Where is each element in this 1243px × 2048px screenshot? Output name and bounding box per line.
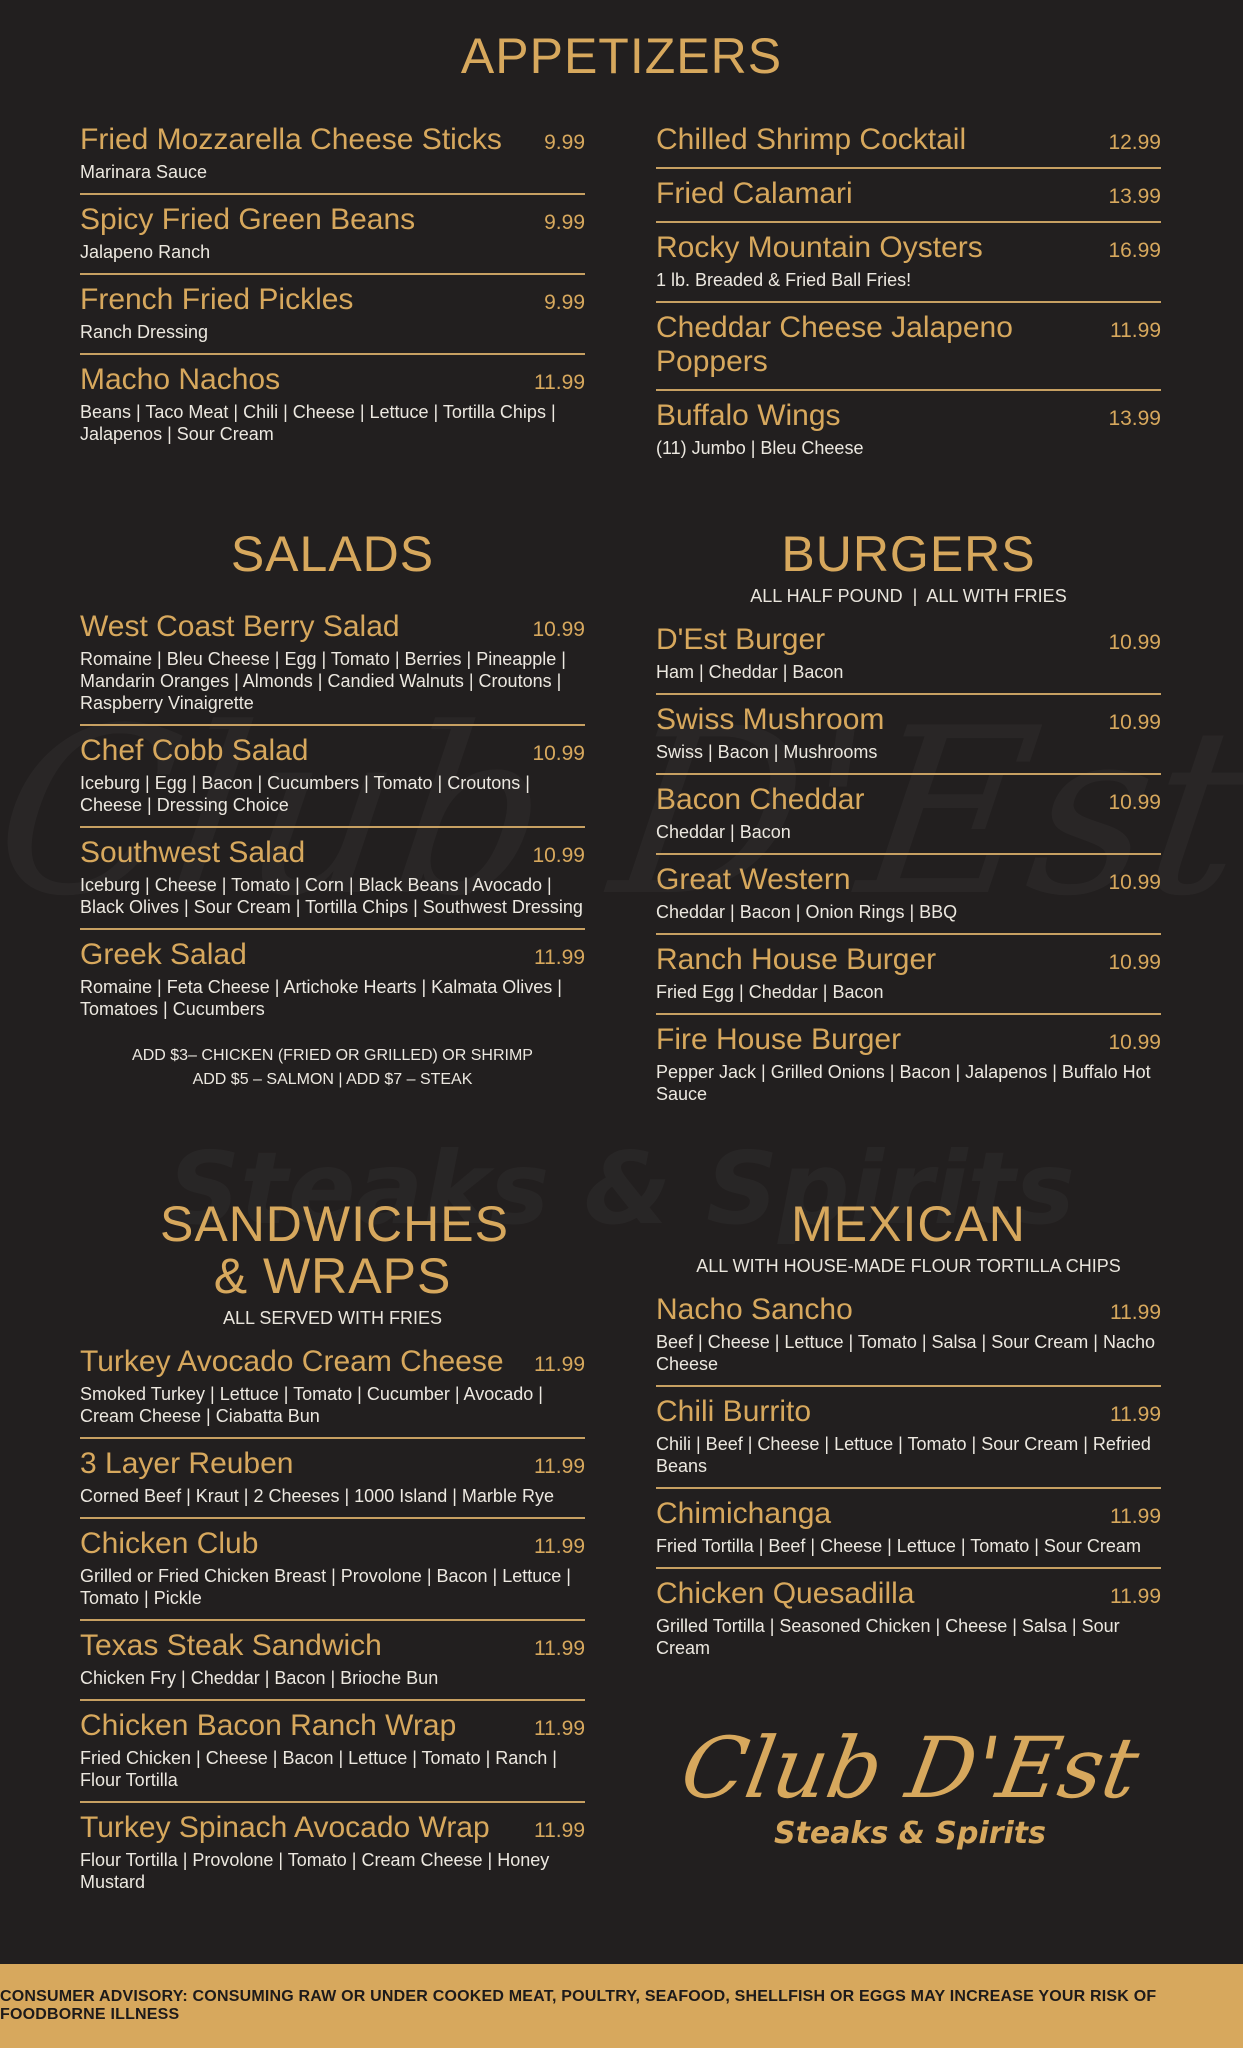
menu-item-name: Chilled Shrimp Cocktail bbox=[656, 123, 967, 156]
mexican-section bbox=[656, 1198, 1161, 1669]
menu-item-price: 10.99 bbox=[1108, 631, 1161, 654]
menu-item-price: 12.99 bbox=[1108, 131, 1161, 154]
menu-item-description: Cheddar | Bacon | Onion Rings | BBQ bbox=[656, 902, 958, 922]
menu-item-header bbox=[656, 311, 1161, 379]
menu-item bbox=[80, 1519, 585, 1621]
menu-item bbox=[656, 1387, 1161, 1489]
menu-item-name: 3 Layer Reuben bbox=[80, 1447, 294, 1480]
menu-item bbox=[80, 195, 585, 275]
menu-item bbox=[80, 1439, 585, 1519]
menu-item-header bbox=[656, 177, 1161, 211]
menu-item-name: Bacon Cheddar bbox=[656, 783, 865, 816]
appetizers-header bbox=[0, 30, 1243, 82]
menu-item bbox=[80, 1803, 585, 1903]
menu-item-price: 10.99 bbox=[1108, 951, 1161, 974]
menu-item bbox=[656, 1569, 1161, 1669]
menu-item-header bbox=[80, 734, 585, 768]
menu-item-name: Texas Steak Sandwich bbox=[80, 1629, 382, 1662]
menu-item-name: Chicken Quesadilla bbox=[656, 1577, 915, 1610]
menu-item-description: Iceburg | Cheese | Tomato | Corn | Black Beans | Avocado | Black Olives | Sour Cream | Tortilla Chips | Southwest Dressing bbox=[80, 875, 583, 917]
menu-item bbox=[656, 1489, 1161, 1569]
menu-item-description: Marinara Sauce bbox=[80, 162, 208, 182]
menu-item-price: 11.99 bbox=[534, 1717, 585, 1740]
menu-item-price: 11.99 bbox=[1110, 319, 1161, 342]
menu-item-header bbox=[656, 1497, 1161, 1531]
menu-item-name: Fried Mozzarella Cheese Sticks bbox=[80, 123, 502, 156]
menu-item-description: (11) Jumbo | Bleu Cheese bbox=[656, 438, 864, 458]
mexican-subtitle: ALL WITH HOUSE-MADE FLOUR TORTILLA CHIPS bbox=[696, 1256, 1121, 1276]
burgers-section bbox=[656, 528, 1161, 1115]
menu-item-name: Great Western bbox=[656, 863, 851, 896]
appetizers-left-column bbox=[80, 115, 585, 455]
menu-item-header bbox=[80, 1709, 585, 1743]
menu-item-name: Fried Calamari bbox=[656, 177, 853, 210]
menu-item-price: 11.99 bbox=[1110, 1585, 1161, 1608]
menu-item-price: 10.99 bbox=[1108, 791, 1161, 814]
menu-item-price: 10.99 bbox=[532, 618, 585, 641]
menu-item-description: Grilled Tortilla | Seasoned Chicken | Cheese | Salsa | Sour Cream bbox=[656, 1616, 1120, 1658]
menu-item-name: Macho Nachos bbox=[80, 363, 281, 396]
menu-item-description: Beans | Taco Meat | Chili | Cheese | Lettuce | Tortilla Chips | Jalapenos | Sour Cream bbox=[80, 402, 556, 444]
salads-section bbox=[80, 528, 585, 1092]
menu-item-name: Nacho Sancho bbox=[656, 1293, 853, 1326]
menu-item bbox=[656, 223, 1161, 303]
menu-item-description: Smoked Turkey | Lettuce | Tomato | Cucumber | Avocado | Cream Cheese | Ciabatta Bun bbox=[80, 1384, 543, 1426]
menu-item-price: 9.99 bbox=[544, 131, 585, 154]
menu-item bbox=[80, 1621, 585, 1701]
menu-item-header bbox=[80, 1447, 585, 1481]
menu-item-description: Ham | Cheddar | Bacon bbox=[656, 662, 844, 682]
menu-item-header bbox=[656, 1023, 1161, 1057]
menu-item-name: West Coast Berry Salad bbox=[80, 610, 400, 643]
menu-item-description: Grilled or Fried Chicken Breast | Provolone | Bacon | Lettuce | Tomato | Pickle bbox=[80, 1566, 571, 1608]
menu-item-price: 9.99 bbox=[544, 211, 585, 234]
burgers-subtitle: ALL HALF POUND | ALL WITH FRIES bbox=[750, 586, 1067, 606]
menu-item-header bbox=[656, 703, 1161, 737]
menu-item bbox=[80, 115, 585, 195]
menu-item-description: Flour Tortilla | Provolone | Tomato | Cream Cheese | Honey Mustard bbox=[80, 1850, 550, 1892]
menu-item-price: 11.99 bbox=[534, 1637, 585, 1660]
menu-item-header bbox=[80, 283, 585, 317]
section-title-burgers: BURGERS bbox=[781, 526, 1036, 582]
menu-item-name: Chef Cobb Salad bbox=[80, 734, 309, 767]
menu-item-price: 16.99 bbox=[1108, 239, 1161, 262]
menu-item-description: Chicken Fry | Cheddar | Bacon | Brioche Bun bbox=[80, 1668, 439, 1688]
menu-item-header bbox=[656, 1395, 1161, 1429]
menu-item bbox=[80, 828, 585, 930]
menu-item-price: 11.99 bbox=[534, 1353, 585, 1376]
menu-item bbox=[80, 1701, 585, 1803]
menu-item-description: Romaine | Feta Cheese | Artichoke Hearts | Kalmata Olives | Tomatoes | Cucumbers bbox=[80, 977, 562, 1019]
menu-item-header bbox=[80, 1345, 585, 1379]
menu-item bbox=[656, 391, 1161, 469]
logo-script-text: Club D'Est bbox=[674, 1719, 1146, 1817]
section-title-appetizers: APPETIZERS bbox=[460, 28, 783, 84]
menu-item-name: Chili Burrito bbox=[656, 1395, 812, 1428]
menu-item-header bbox=[656, 1577, 1161, 1611]
menu-item-price: 11.99 bbox=[1110, 1301, 1161, 1324]
menu-item-description: Fried Chicken | Cheese | Bacon | Lettuce | Tomato | Ranch | Flour Tortilla bbox=[80, 1748, 557, 1790]
menu-item-description: Chili | Beef | Cheese | Lettuce | Tomato | Sour Cream | Refried Beans bbox=[656, 1434, 1151, 1476]
menu-item-header bbox=[80, 363, 585, 397]
menu-item bbox=[656, 855, 1161, 935]
menu-item-description: 1 lb. Breaded & Fried Ball Fries! bbox=[656, 270, 912, 290]
menu-item-description: Cheddar | Bacon bbox=[656, 822, 791, 842]
menu-item-header bbox=[80, 203, 585, 237]
section-title-salads: SALADS bbox=[230, 526, 435, 582]
salads-addon-note-1: ADD $3– CHICKEN (FRIED OR GRILLED) OR SHRIMP bbox=[132, 1047, 533, 1064]
section-title-sandwiches: SANDWICHES & WRAPS bbox=[160, 1196, 509, 1304]
menu-item-description: Fried Egg | Cheddar | Bacon bbox=[656, 982, 884, 1002]
menu-item-description: Swiss | Bacon | Mushrooms bbox=[656, 742, 878, 762]
menu-item bbox=[80, 355, 585, 455]
menu-item bbox=[656, 775, 1161, 855]
menu-item bbox=[656, 615, 1161, 695]
consumer-advisory-text: CONSUMER ADVISORY: CONSUMING RAW OR UNDER COOKED MEAT, POULTRY, SEAFOOD, SHELLFISH OR EGGS MAY INCREASE YOUR RISK OF FOODBORNE ILLNESS bbox=[0, 1988, 1157, 2023]
menu-item-price: 9.99 bbox=[544, 291, 585, 314]
menu-item bbox=[656, 695, 1161, 775]
menu-item-header bbox=[80, 1527, 585, 1561]
menu-item-name: French Fried Pickles bbox=[80, 283, 354, 316]
menu-item-header bbox=[80, 123, 585, 157]
menu-item-header bbox=[80, 610, 585, 644]
menu-item-name: Turkey Spinach Avocado Wrap bbox=[80, 1811, 490, 1844]
menu-item-name: Rocky Mountain Oysters bbox=[656, 231, 983, 264]
sandwiches-section bbox=[80, 1198, 585, 1903]
menu-item-description: Pepper Jack | Grilled Onions | Bacon | Jalapenos | Buffalo Hot Sauce bbox=[656, 1062, 1151, 1104]
menu-item bbox=[656, 303, 1161, 391]
menu-item-description: Jalapeno Ranch bbox=[80, 242, 211, 262]
menu-item bbox=[656, 169, 1161, 223]
menu-item-header bbox=[656, 123, 1161, 157]
sandwiches-subtitle: ALL SERVED WITH FRIES bbox=[222, 1308, 443, 1328]
menu-item-header bbox=[656, 783, 1161, 817]
menu-item bbox=[80, 930, 585, 1030]
menu-item-price: 11.99 bbox=[534, 1535, 585, 1558]
menu-item-header bbox=[656, 399, 1161, 433]
menu-item-description: Fried Tortilla | Beef | Cheese | Lettuce | Tomato | Sour Cream bbox=[656, 1536, 1141, 1556]
menu-item-price: 11.99 bbox=[534, 371, 585, 394]
menu-item-price: 10.99 bbox=[1108, 871, 1161, 894]
menu-item bbox=[80, 1337, 585, 1439]
menu-item-price: 11.99 bbox=[534, 1455, 585, 1478]
section-title-mexican: MEXICAN bbox=[791, 1196, 1026, 1252]
menu-item-description: Ranch Dressing bbox=[80, 322, 209, 342]
consumer-advisory-banner bbox=[0, 1964, 1243, 2048]
menu-item-description: Iceburg | Egg | Bacon | Cucumbers | Tomato | Croutons | Cheese | Dressing Choice bbox=[80, 773, 530, 815]
menu-item-name: Cheddar Cheese Jalapeno Poppers bbox=[656, 311, 1013, 378]
menu-item bbox=[656, 115, 1161, 169]
menu-item-price: 10.99 bbox=[1108, 711, 1161, 734]
menu-item-name: Swiss Mushroom bbox=[656, 703, 885, 736]
menu-item-name: D'Est Burger bbox=[656, 623, 826, 656]
menu-item-name: Chimichanga bbox=[656, 1497, 832, 1530]
menu-item-name: Turkey Avocado Cream Cheese bbox=[80, 1345, 504, 1378]
menu-item-header bbox=[80, 1629, 585, 1663]
appetizers-right-column bbox=[656, 115, 1161, 469]
menu-item-price: 11.99 bbox=[1110, 1505, 1161, 1528]
menu-item-price: 13.99 bbox=[1108, 407, 1161, 430]
menu-item-header bbox=[656, 943, 1161, 977]
menu-item-header bbox=[80, 1811, 585, 1845]
menu-item bbox=[656, 935, 1161, 1015]
menu-item-price: 11.99 bbox=[534, 1819, 585, 1842]
menu-item-price: 10.99 bbox=[1108, 1031, 1161, 1054]
menu-item bbox=[80, 726, 585, 828]
menu-item-name: Chicken Bacon Ranch Wrap bbox=[80, 1709, 457, 1742]
menu-item-name: Chicken Club bbox=[80, 1527, 259, 1560]
menu-item-description: Beef | Cheese | Lettuce | Tomato | Salsa | Sour Cream | Nacho Cheese bbox=[656, 1332, 1155, 1374]
menu-item-name: Greek Salad bbox=[80, 938, 247, 971]
menu-item-price: 10.99 bbox=[532, 742, 585, 765]
menu-item-name: Buffalo Wings bbox=[656, 399, 841, 432]
menu-item-price: 11.99 bbox=[534, 946, 585, 969]
menu-item-header bbox=[80, 836, 585, 870]
menu-item-price: 10.99 bbox=[532, 844, 585, 867]
menu-item-price: 13.99 bbox=[1108, 185, 1161, 208]
menu-item-header bbox=[80, 938, 585, 972]
menu-item-price: 11.99 bbox=[1110, 1403, 1161, 1426]
menu-item-name: Southwest Salad bbox=[80, 836, 306, 869]
club-d-est-logo bbox=[660, 1720, 1160, 1851]
menu-item-name: Spicy Fried Green Beans bbox=[80, 203, 416, 236]
menu-item bbox=[80, 602, 585, 726]
logo-tagline: Steaks & Spirits bbox=[773, 1816, 1047, 1851]
menu-item bbox=[656, 1285, 1161, 1387]
menu-item bbox=[80, 275, 585, 355]
menu-item-description: Corned Beef | Kraut | 2 Cheeses | 1000 Island | Marble Rye bbox=[80, 1486, 554, 1506]
menu-item-header bbox=[656, 231, 1161, 265]
menu-item-header bbox=[656, 863, 1161, 897]
salads-addon-note-2: ADD $5 – SALMON | ADD $7 – STEAK bbox=[192, 1071, 473, 1088]
menu-item-name: Fire House Burger bbox=[656, 1023, 902, 1056]
menu-item-header bbox=[656, 623, 1161, 657]
menu-item-header bbox=[656, 1293, 1161, 1327]
menu-item-description: Romaine | Bleu Cheese | Egg | Tomato | Berries | Pineapple | Mandarin Oranges | Almonds | Candied Walnuts | Croutons | Raspberry Vinaigrette bbox=[80, 649, 566, 713]
menu-item-name: Ranch House Burger bbox=[656, 943, 937, 976]
menu-item bbox=[656, 1015, 1161, 1115]
